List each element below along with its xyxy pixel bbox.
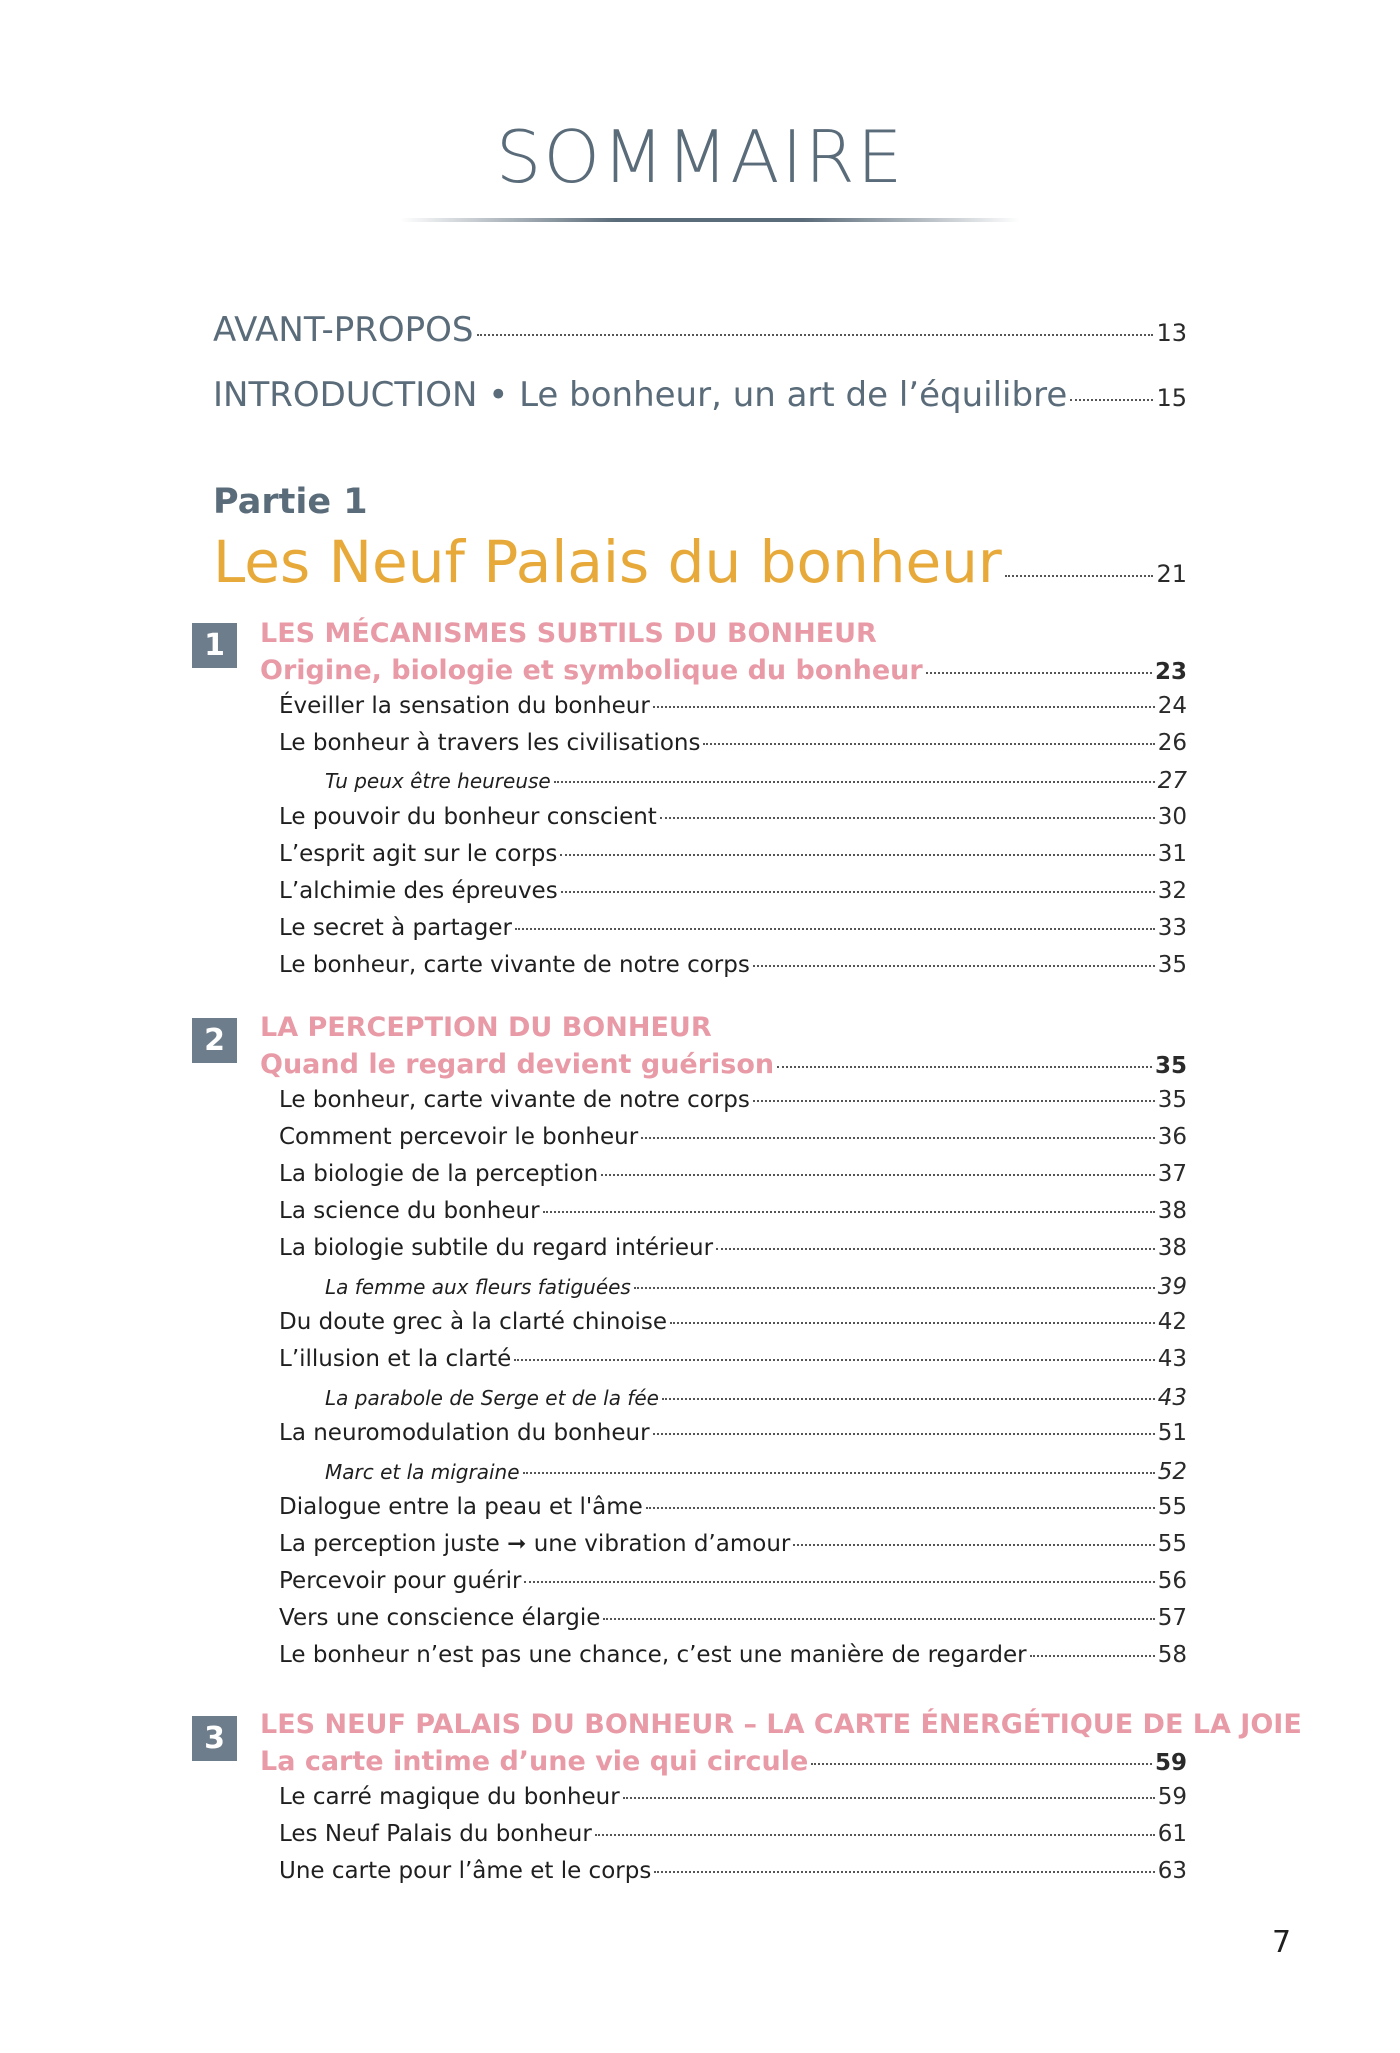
dot-leader	[543, 1211, 1155, 1213]
toc-entry[interactable]	[279, 1821, 1187, 1847]
toc-entry-label: La biologie subtile du regard intérieur	[279, 1235, 714, 1261]
toc-entry-page: 56	[1157, 1568, 1187, 1594]
toc-entry-label: Éveiller la sensation du bonheur	[279, 693, 650, 719]
toc-entry-label: La parabole de Serge et de la fée	[325, 1386, 659, 1410]
toc-entry-page: 43	[1157, 1346, 1187, 1372]
toc-entry-label: L’illusion et la clarté	[279, 1346, 512, 1372]
toc-entry[interactable]	[279, 841, 1187, 867]
toc-entry[interactable]	[279, 1087, 1187, 1113]
dot-leader	[653, 706, 1155, 708]
section-number-badge: 2	[192, 1018, 237, 1063]
toc-entry[interactable]	[279, 1346, 1187, 1372]
dot-leader	[662, 1398, 1155, 1400]
toc-entry-page: 37	[1157, 1161, 1187, 1187]
dot-leader	[811, 1763, 1152, 1765]
toc-entry[interactable]	[279, 1161, 1187, 1187]
section-page: 35	[1154, 1053, 1187, 1079]
title-divider	[400, 218, 1020, 222]
dot-leader	[777, 1066, 1152, 1068]
toc-entry[interactable]	[279, 1568, 1187, 1594]
toc-entry-label: Le bonheur n’est pas une chance, c’est une manière de regarder	[279, 1642, 1027, 1668]
toc-entry-page: 42	[1157, 1309, 1187, 1335]
dot-leader	[524, 1581, 1154, 1583]
section-number-badge: 1	[192, 623, 237, 668]
part-page: 21	[1156, 560, 1187, 588]
dot-leader	[1070, 399, 1153, 401]
dot-leader	[515, 928, 1155, 930]
toc-entry-label: Le carré magique du bonheur	[279, 1784, 620, 1810]
toc-entry-avant-propos[interactable]	[213, 310, 1187, 350]
toc-entry-page: 38	[1157, 1198, 1187, 1224]
toc-entry[interactable]	[279, 1858, 1187, 1884]
toc-entry-label: Comment percevoir le bonheur	[279, 1124, 639, 1150]
section-subheading: La carte intime d’une vie qui circule	[260, 1746, 809, 1777]
dot-leader	[634, 1287, 1155, 1289]
section-heading: LES MÉCANISMES SUBTILS DU BONHEUR	[260, 618, 877, 649]
toc-entry[interactable]	[279, 1235, 1187, 1261]
toc-entry-page: 63	[1157, 1858, 1187, 1884]
toc-entry-page: 32	[1157, 878, 1187, 904]
toc-entry[interactable]	[279, 1198, 1187, 1224]
toc-entry-page: 39	[1157, 1274, 1187, 1300]
dot-leader	[703, 743, 1154, 745]
section-page: 23	[1154, 659, 1187, 685]
toc-entry[interactable]	[279, 1420, 1187, 1446]
page-number: 7	[1272, 1925, 1292, 1960]
toc-entry[interactable]	[279, 1494, 1187, 1520]
dot-leader	[1030, 1655, 1155, 1657]
dot-leader	[601, 1174, 1155, 1176]
toc-entry-label: La neuromodulation du bonheur	[279, 1420, 650, 1446]
toc-entry-page: 59	[1157, 1784, 1187, 1810]
toc-entry-label: Le secret à partager	[279, 915, 512, 941]
toc-entry-label: AVANT-PROPOS	[213, 310, 474, 350]
toc-entry-page: 55	[1157, 1531, 1187, 1557]
section-subheading-entry[interactable]	[260, 1746, 1187, 1777]
toc-entry-page: 24	[1157, 693, 1187, 719]
toc-entry[interactable]	[279, 804, 1187, 830]
dot-leader	[603, 1618, 1154, 1620]
dot-leader	[793, 1544, 1154, 1546]
section-page: 59	[1154, 1750, 1187, 1776]
toc-entry-label: Dialogue entre la peau et l'âme	[279, 1494, 643, 1520]
toc-entry-page: 58	[1157, 1642, 1187, 1668]
toc-entry-label: Du doute grec à la clarté chinoise	[279, 1309, 668, 1335]
toc-entry-label: Le bonheur à travers les civilisations	[279, 730, 701, 756]
toc-entry-page: 35	[1157, 952, 1187, 978]
toc-entry[interactable]	[279, 1124, 1187, 1150]
section-number-badge: 3	[192, 1716, 237, 1761]
toc-entry[interactable]	[279, 1642, 1187, 1668]
section-heading: LA PERCEPTION DU BONHEUR	[260, 1012, 712, 1043]
toc-entry-label: L’alchimie des épreuves	[279, 878, 558, 904]
toc-entry[interactable]	[279, 1309, 1187, 1335]
toc-entry-page: 31	[1157, 841, 1187, 867]
toc-entry-label: La science du bonheur	[279, 1198, 540, 1224]
toc-entry[interactable]	[279, 1605, 1187, 1631]
dot-leader	[660, 817, 1155, 819]
toc-entry-page: 38	[1157, 1235, 1187, 1261]
dot-leader	[753, 1100, 1155, 1102]
toc-entry[interactable]	[279, 915, 1187, 941]
toc-entry[interactable]	[279, 730, 1187, 756]
dot-leader	[653, 1433, 1155, 1435]
dot-leader	[595, 1834, 1155, 1836]
dot-leader	[514, 1359, 1154, 1361]
toc-entry-page: 36	[1157, 1124, 1187, 1150]
dot-leader	[716, 1248, 1155, 1250]
toc-entry-label: La biologie de la perception	[279, 1161, 599, 1187]
toc-entry-label: Une carte pour l’âme et le corps	[279, 1858, 652, 1884]
toc-entry-page: 35	[1157, 1087, 1187, 1113]
toc-entry-page: 33	[1157, 915, 1187, 941]
dot-leader	[1005, 575, 1154, 577]
dot-leader	[641, 1137, 1155, 1139]
toc-entry-page: 13	[1156, 319, 1187, 347]
dot-leader	[753, 965, 1155, 967]
dot-leader	[561, 891, 1155, 893]
dot-leader	[670, 1322, 1155, 1324]
dot-leader	[623, 1797, 1155, 1799]
toc-entry-introduction[interactable]	[213, 375, 1187, 415]
dot-leader	[646, 1507, 1155, 1509]
dot-leader	[926, 672, 1152, 674]
toc-entry-label: INTRODUCTION • Le bonheur, un art de l’équilibre	[213, 375, 1068, 415]
toc-entry-page: 43	[1157, 1385, 1187, 1411]
toc-entry-label: Vers une conscience élargie	[279, 1605, 601, 1631]
toc-entry-label: Les Neuf Palais du bonheur	[279, 1821, 592, 1847]
section-subheading-entry[interactable]	[260, 1049, 1187, 1080]
toc-entry-page: 51	[1157, 1420, 1187, 1446]
toc-entry[interactable]	[279, 878, 1187, 904]
toc-entry-page: 52	[1157, 1459, 1187, 1485]
toc-entry-page: 30	[1157, 804, 1187, 830]
toc-entry[interactable]	[279, 1784, 1187, 1810]
part-title: Les Neuf Palais du bonheur	[213, 528, 1002, 596]
toc-subentry[interactable]	[325, 1459, 1187, 1485]
toc-entry-label: Percevoir pour guérir	[279, 1568, 522, 1594]
dot-leader	[654, 1871, 1154, 1873]
toc-entry-label: La perception juste ➞ une vibration d’amour	[279, 1531, 791, 1557]
toc-entry[interactable]	[279, 693, 1187, 719]
toc-subentry[interactable]	[325, 1274, 1187, 1300]
toc-entry-page: 26	[1157, 730, 1187, 756]
toc-entry-label: La femme aux fleurs fatiguées	[325, 1275, 631, 1299]
toc-entry-label: Le bonheur, carte vivante de notre corps	[279, 1087, 750, 1113]
part-title-entry[interactable]	[213, 528, 1187, 596]
section-subheading-entry[interactable]	[260, 655, 1187, 686]
toc-entry-page: 27	[1157, 768, 1187, 794]
dot-leader	[554, 781, 1155, 783]
toc-entry-label: Le bonheur, carte vivante de notre corps	[279, 952, 750, 978]
toc-entry-label: L’esprit agit sur le corps	[279, 841, 558, 867]
dot-leader	[477, 334, 1154, 336]
toc-entry-page: 15	[1156, 384, 1187, 412]
part-label: Partie 1	[213, 482, 368, 522]
section-subheading: Origine, biologie et symbolique du bonheur	[260, 655, 923, 686]
dot-leader	[523, 1472, 1155, 1474]
section-heading: LES NEUF PALAIS DU BONHEUR – LA CARTE ÉNERGÉTIQUE DE LA JOIE	[260, 1709, 1302, 1740]
toc-entry[interactable]	[279, 1531, 1187, 1557]
toc-entry[interactable]	[279, 952, 1187, 978]
toc-entry-page: 55	[1157, 1494, 1187, 1520]
dot-leader	[560, 854, 1154, 856]
page-title: SOMMAIRE	[495, 115, 905, 199]
toc-subentry[interactable]	[325, 1385, 1187, 1411]
toc-entry-label: Le pouvoir du bonheur conscient	[279, 804, 657, 830]
toc-entry-label: Tu peux être heureuse	[325, 769, 551, 793]
toc-entry-page: 57	[1157, 1605, 1187, 1631]
toc-entry-label: Marc et la migraine	[325, 1460, 520, 1484]
section-subheading: Quand le regard devient guérison	[260, 1049, 775, 1080]
toc-subentry[interactable]	[325, 768, 1187, 794]
toc-entry-page: 61	[1157, 1821, 1187, 1847]
